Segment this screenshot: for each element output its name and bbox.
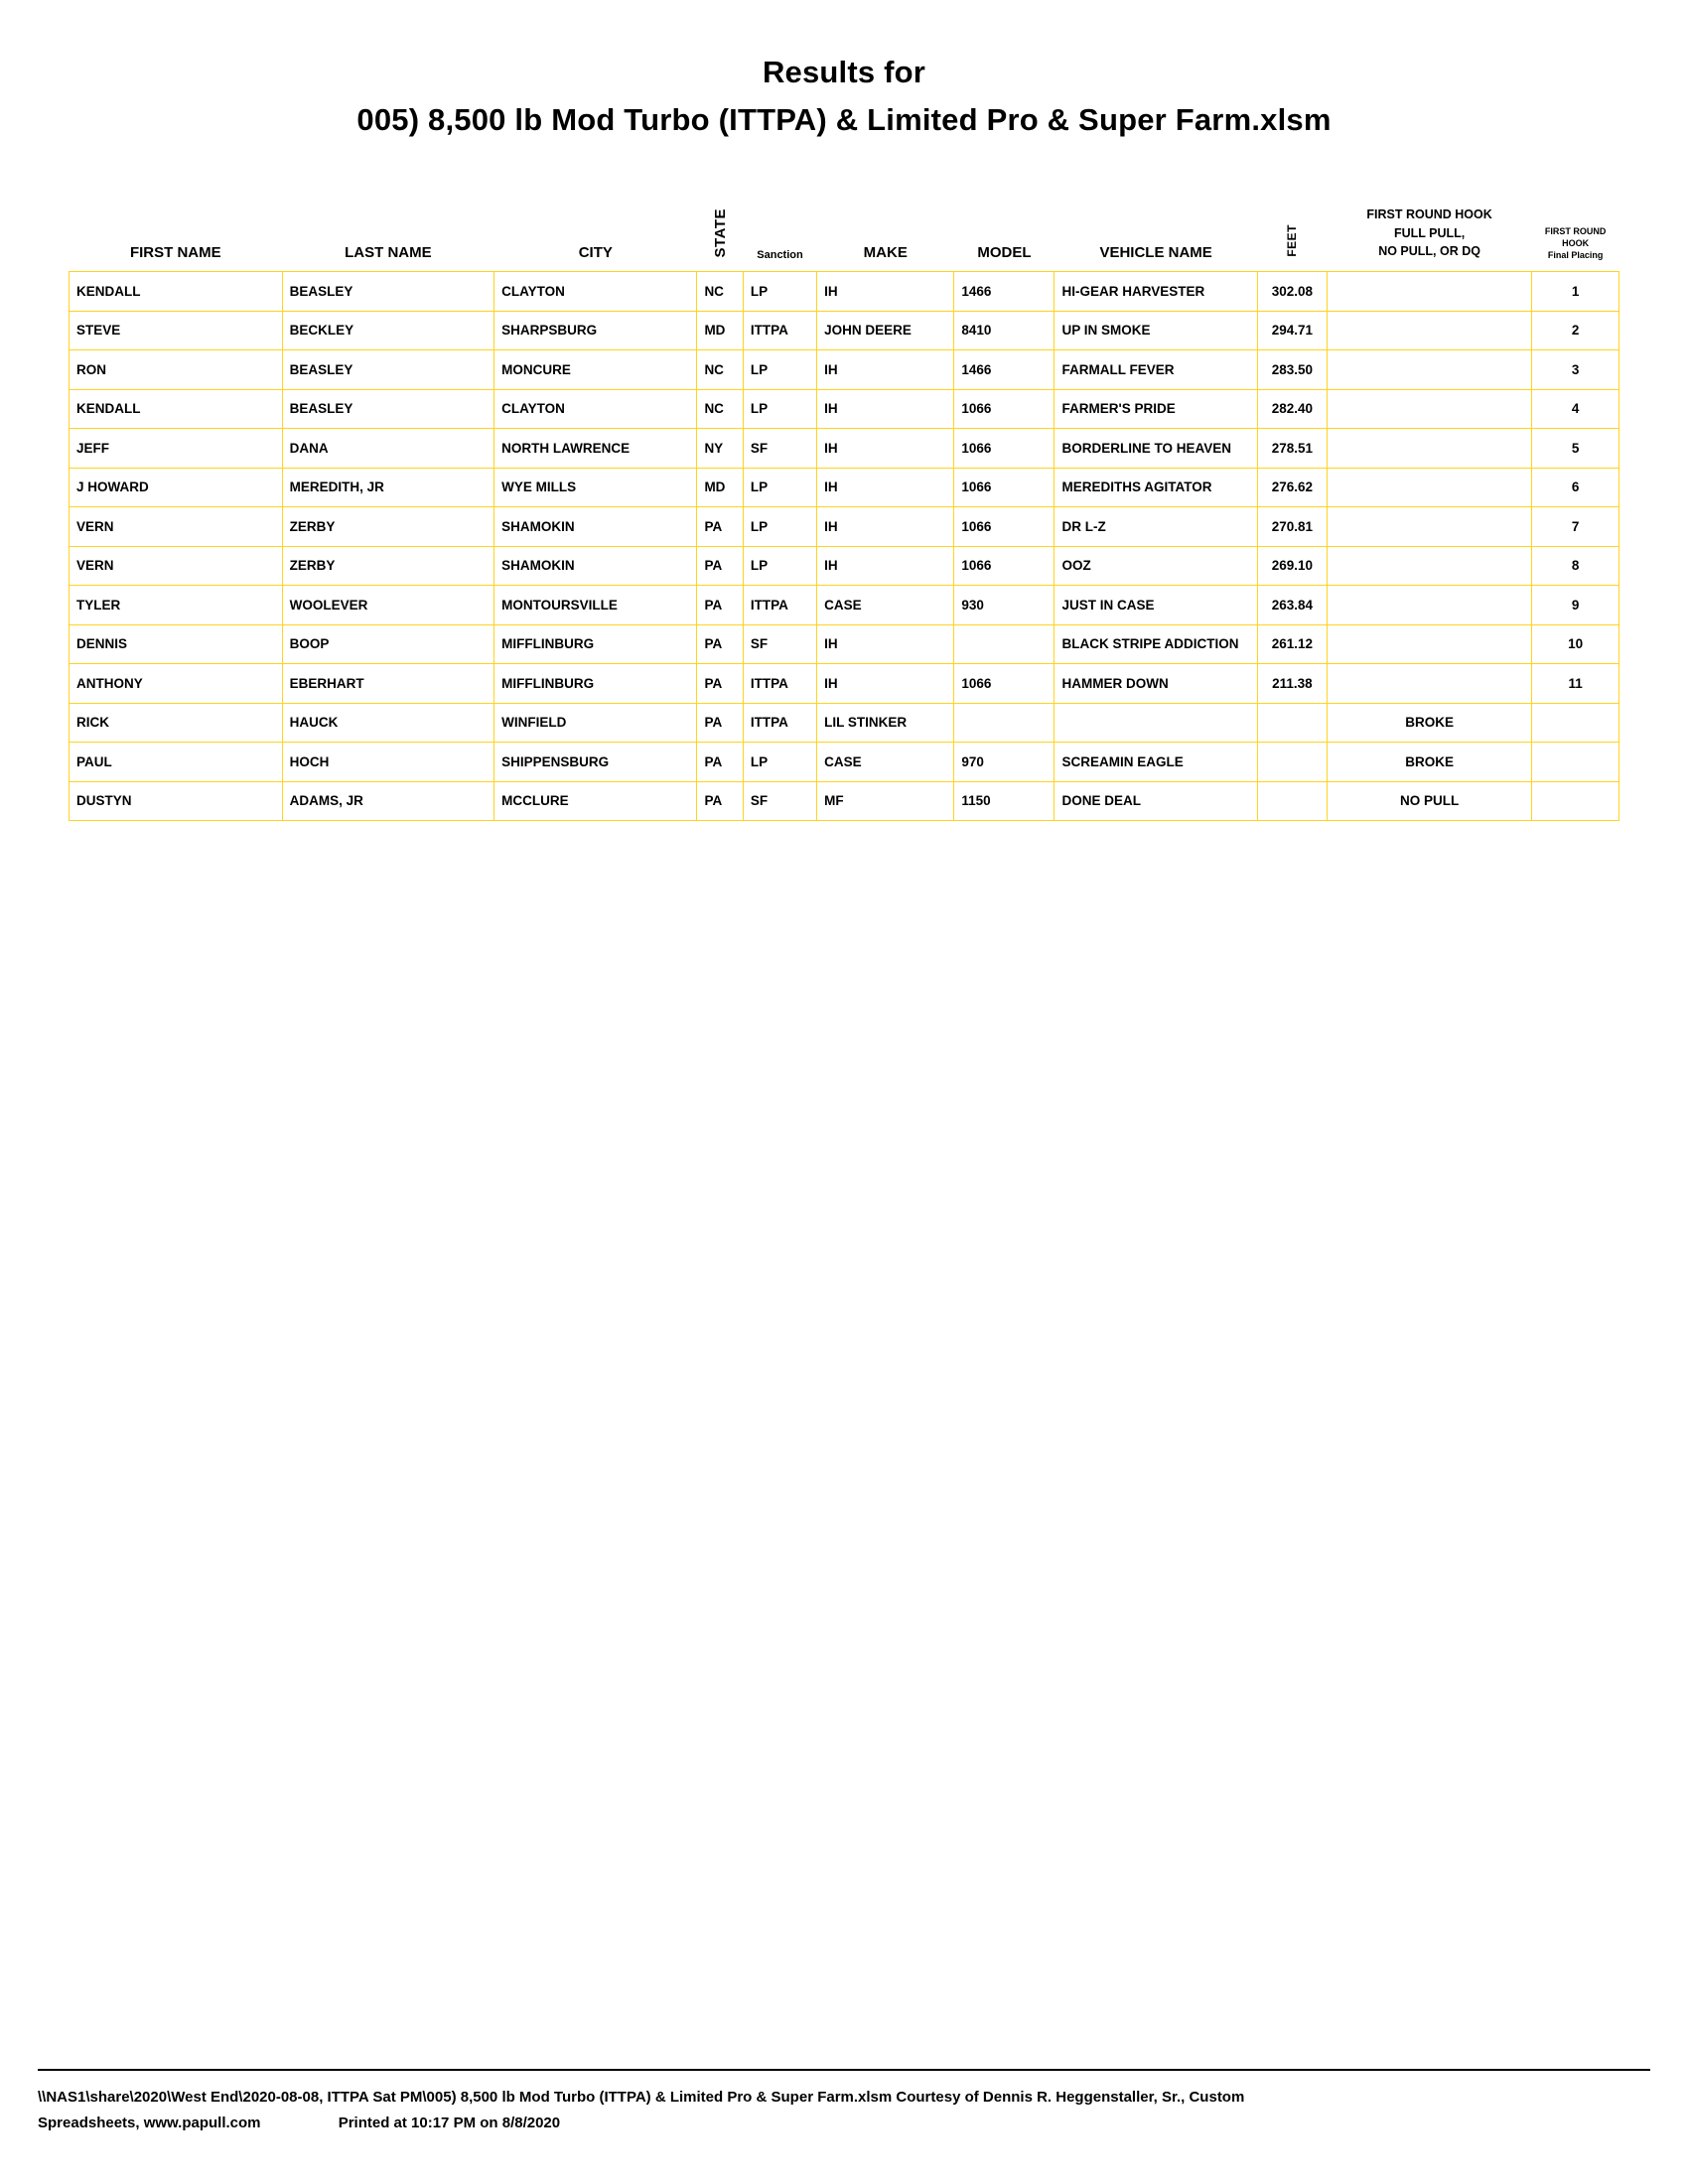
cell-first-name: KENDALL xyxy=(70,389,283,429)
cell-final-placing xyxy=(1532,703,1619,743)
cell-state: PA xyxy=(697,546,743,586)
cell-final-placing: 7 xyxy=(1532,507,1619,547)
header-model: MODEL xyxy=(977,244,1032,261)
cell-feet: 261.12 xyxy=(1257,624,1327,664)
cell-city: MCCLURE xyxy=(494,781,697,821)
cell-feet: 294.71 xyxy=(1257,311,1327,350)
cell-last-name: ADAMS, JR xyxy=(282,781,494,821)
cell-state: PA xyxy=(697,664,743,704)
cell-vehicle-name: BORDERLINE TO HEAVEN xyxy=(1055,429,1257,469)
footer-path: \\NAS1\share\2020\West End\2020-08-08, ITTPA Sat PM\005) 8,500 lb Mod Turbo (ITTPA) & Limited Pro & Super Farm.xlsm Courtesy of Dennis R. Heggenstaller, Sr., Custom xyxy=(38,2088,1245,2106)
cell-vehicle-name: MEREDITHS AGITATOR xyxy=(1055,468,1257,507)
cell-first-round-hook xyxy=(1327,468,1531,507)
cell-state: NC xyxy=(697,389,743,429)
cell-sanction: ITTPA xyxy=(743,703,816,743)
cell-first-round-hook xyxy=(1327,272,1531,312)
cell-city: WINFIELD xyxy=(494,703,697,743)
page-footer xyxy=(38,2069,1650,2137)
cell-first-name: RICK xyxy=(70,703,283,743)
header-make: MAKE xyxy=(863,244,908,261)
cell-first-name: TYLER xyxy=(70,586,283,625)
cell-make: LIL STINKER xyxy=(817,703,954,743)
cell-sanction: LP xyxy=(743,507,816,547)
cell-vehicle-name: HAMMER DOWN xyxy=(1055,664,1257,704)
table-row xyxy=(70,743,1619,782)
header-hook-line-3: NO PULL, OR DQ xyxy=(1378,244,1480,259)
cell-model: 1066 xyxy=(954,664,1055,704)
cell-state: PA xyxy=(697,624,743,664)
table-body xyxy=(70,272,1619,821)
cell-make: IH xyxy=(817,468,954,507)
cell-state: MD xyxy=(697,311,743,350)
cell-feet xyxy=(1257,703,1327,743)
cell-city: SHARPSBURG xyxy=(494,311,697,350)
cell-first-round-hook: BROKE xyxy=(1327,743,1531,782)
cell-first-name: JEFF xyxy=(70,429,283,469)
cell-state: PA xyxy=(697,743,743,782)
cell-city: SHAMOKIN xyxy=(494,546,697,586)
footer-website: Spreadsheets, www.papull.com xyxy=(38,2114,261,2131)
cell-last-name: BEASLEY xyxy=(282,389,494,429)
cell-vehicle-name: JUST IN CASE xyxy=(1055,586,1257,625)
header-vehicle-name: VEHICLE NAME xyxy=(1099,244,1212,261)
cell-first-round-hook: BROKE xyxy=(1327,703,1531,743)
cell-last-name: ZERBY xyxy=(282,507,494,547)
cell-first-round-hook xyxy=(1327,624,1531,664)
cell-model xyxy=(954,624,1055,664)
cell-last-name: BECKLEY xyxy=(282,311,494,350)
cell-state: PA xyxy=(697,586,743,625)
cell-final-placing: 4 xyxy=(1532,389,1619,429)
header-final-placing xyxy=(1532,180,1619,272)
cell-first-name: ANTHONY xyxy=(70,664,283,704)
cell-first-round-hook xyxy=(1327,546,1531,586)
header-feet xyxy=(1257,180,1327,272)
cell-feet: 269.10 xyxy=(1257,546,1327,586)
cell-first-round-hook xyxy=(1327,429,1531,469)
cell-model: 930 xyxy=(954,586,1055,625)
cell-last-name: HOCH xyxy=(282,743,494,782)
cell-last-name: MEREDITH, JR xyxy=(282,468,494,507)
cell-state: NC xyxy=(697,272,743,312)
cell-make: IH xyxy=(817,624,954,664)
cell-vehicle-name xyxy=(1055,703,1257,743)
cell-feet: 302.08 xyxy=(1257,272,1327,312)
table-row xyxy=(70,781,1619,821)
cell-make: IH xyxy=(817,507,954,547)
cell-sanction: LP xyxy=(743,743,816,782)
cell-city: NORTH LAWRENCE xyxy=(494,429,697,469)
cell-vehicle-name: UP IN SMOKE xyxy=(1055,311,1257,350)
cell-first-round-hook: NO PULL xyxy=(1327,781,1531,821)
cell-last-name: BEASLEY xyxy=(282,272,494,312)
title-line-1: Results for xyxy=(762,55,926,89)
cell-feet: 276.62 xyxy=(1257,468,1327,507)
cell-state: MD xyxy=(697,468,743,507)
cell-make: IH xyxy=(817,350,954,390)
cell-final-placing: 3 xyxy=(1532,350,1619,390)
cell-make: IH xyxy=(817,389,954,429)
cell-final-placing xyxy=(1532,781,1619,821)
cell-model: 1150 xyxy=(954,781,1055,821)
footer-printed: Printed at 10:17 PM on 8/8/2020 xyxy=(338,2114,561,2131)
cell-final-placing: 5 xyxy=(1532,429,1619,469)
cell-first-round-hook xyxy=(1327,664,1531,704)
cell-model: 8410 xyxy=(954,311,1055,350)
cell-make: IH xyxy=(817,272,954,312)
table-row xyxy=(70,586,1619,625)
cell-city: SHAMOKIN xyxy=(494,507,697,547)
cell-model: 1066 xyxy=(954,507,1055,547)
cell-first-round-hook xyxy=(1327,389,1531,429)
cell-sanction: ITTPA xyxy=(743,311,816,350)
results-table xyxy=(69,180,1619,821)
cell-make: CASE xyxy=(817,586,954,625)
cell-feet xyxy=(1257,781,1327,821)
cell-model: 1066 xyxy=(954,468,1055,507)
cell-first-name: PAUL xyxy=(70,743,283,782)
cell-make: IH xyxy=(817,664,954,704)
cell-model: 970 xyxy=(954,743,1055,782)
header-first-name: FIRST NAME xyxy=(129,244,221,261)
header-hook-line-2: FULL PULL, xyxy=(1393,225,1466,240)
cell-city: MIFFLINBURG xyxy=(494,624,697,664)
cell-feet: 283.50 xyxy=(1257,350,1327,390)
cell-feet: 270.81 xyxy=(1257,507,1327,547)
cell-model: 1466 xyxy=(954,272,1055,312)
cell-city: MONCURE xyxy=(494,350,697,390)
cell-feet: 263.84 xyxy=(1257,586,1327,625)
cell-model xyxy=(954,703,1055,743)
cell-last-name: ZERBY xyxy=(282,546,494,586)
cell-sanction: SF xyxy=(743,781,816,821)
cell-feet xyxy=(1257,743,1327,782)
table-row xyxy=(70,703,1619,743)
cell-sanction: LP xyxy=(743,468,816,507)
table-row xyxy=(70,468,1619,507)
cell-state: PA xyxy=(697,781,743,821)
cell-last-name: EBERHART xyxy=(282,664,494,704)
table-row xyxy=(70,311,1619,350)
cell-first-round-hook xyxy=(1327,311,1531,350)
cell-first-round-hook xyxy=(1327,507,1531,547)
cell-sanction: LP xyxy=(743,272,816,312)
cell-final-placing: 10 xyxy=(1532,624,1619,664)
header-city: CITY xyxy=(578,244,613,261)
cell-model: 1466 xyxy=(954,350,1055,390)
header-state xyxy=(697,180,743,272)
cell-last-name: BOOP xyxy=(282,624,494,664)
header-placing-line-3: Final Placing xyxy=(1547,249,1604,260)
cell-vehicle-name: OOZ xyxy=(1055,546,1257,586)
cell-model: 1066 xyxy=(954,389,1055,429)
cell-state: PA xyxy=(697,703,743,743)
header-sanction: Sanction xyxy=(757,249,803,261)
cell-state: NY xyxy=(697,429,743,469)
cell-sanction: LP xyxy=(743,350,816,390)
cell-final-placing: 2 xyxy=(1532,311,1619,350)
header-state-label: STATE xyxy=(711,207,729,257)
table-row xyxy=(70,272,1619,312)
cell-make: CASE xyxy=(817,743,954,782)
cell-vehicle-name: DONE DEAL xyxy=(1055,781,1257,821)
cell-final-placing: 11 xyxy=(1532,664,1619,704)
table-row xyxy=(70,664,1619,704)
title-line-2: 005) 8,500 lb Mod Turbo (ITTPA) & Limited Pro & Super Farm.xlsm xyxy=(356,102,1332,137)
cell-final-placing xyxy=(1532,743,1619,782)
cell-make: IH xyxy=(817,546,954,586)
table-row xyxy=(70,624,1619,664)
cell-first-name: STEVE xyxy=(70,311,283,350)
cell-state: NC xyxy=(697,350,743,390)
cell-vehicle-name: DR L-Z xyxy=(1055,507,1257,547)
cell-final-placing: 8 xyxy=(1532,546,1619,586)
header-first-round-hook xyxy=(1327,180,1531,272)
header-hook-line-1: FIRST ROUND HOOK xyxy=(1366,206,1492,221)
footer-second-line xyxy=(38,2111,1650,2136)
cell-final-placing: 1 xyxy=(1532,272,1619,312)
cell-last-name: HAUCK xyxy=(282,703,494,743)
cell-last-name: DANA xyxy=(282,429,494,469)
table-row xyxy=(70,507,1619,547)
cell-make: JOHN DEERE xyxy=(817,311,954,350)
cell-vehicle-name: FARMALL FEVER xyxy=(1055,350,1257,390)
cell-first-round-hook xyxy=(1327,586,1531,625)
cell-state: PA xyxy=(697,507,743,547)
cell-first-name: DENNIS xyxy=(70,624,283,664)
table-row xyxy=(70,546,1619,586)
table-row xyxy=(70,389,1619,429)
header-placing-line-1: FIRST ROUND xyxy=(1544,225,1607,236)
cell-make: IH xyxy=(817,429,954,469)
cell-city: MIFFLINBURG xyxy=(494,664,697,704)
cell-vehicle-name: HI-GEAR HARVESTER xyxy=(1055,272,1257,312)
cell-first-round-hook xyxy=(1327,350,1531,390)
cell-first-name: RON xyxy=(70,350,283,390)
cell-model: 1066 xyxy=(954,546,1055,586)
cell-city: CLAYTON xyxy=(494,272,697,312)
page-title xyxy=(60,55,1628,138)
table-row xyxy=(70,429,1619,469)
cell-vehicle-name: SCREAMIN EAGLE xyxy=(1055,743,1257,782)
header-last-name: LAST NAME xyxy=(345,244,432,261)
cell-final-placing: 9 xyxy=(1532,586,1619,625)
cell-sanction: ITTPA xyxy=(743,586,816,625)
cell-city: SHIPPENSBURG xyxy=(494,743,697,782)
cell-first-name: VERN xyxy=(70,507,283,547)
cell-last-name: BEASLEY xyxy=(282,350,494,390)
cell-model: 1066 xyxy=(954,429,1055,469)
cell-sanction: SF xyxy=(743,624,816,664)
cell-city: WYE MILLS xyxy=(494,468,697,507)
cell-first-name: J HOWARD xyxy=(70,468,283,507)
table-row xyxy=(70,350,1619,390)
cell-first-name: VERN xyxy=(70,546,283,586)
cell-vehicle-name: FARMER'S PRIDE xyxy=(1055,389,1257,429)
cell-city: CLAYTON xyxy=(494,389,697,429)
cell-feet: 211.38 xyxy=(1257,664,1327,704)
cell-sanction: ITTPA xyxy=(743,664,816,704)
cell-sanction: LP xyxy=(743,546,816,586)
cell-sanction: LP xyxy=(743,389,816,429)
cell-sanction: SF xyxy=(743,429,816,469)
header-feet-label: FEET xyxy=(1285,224,1300,257)
cell-feet: 278.51 xyxy=(1257,429,1327,469)
cell-last-name: WOOLEVER xyxy=(282,586,494,625)
cell-first-name: KENDALL xyxy=(70,272,283,312)
cell-first-name: DUSTYN xyxy=(70,781,283,821)
header-placing-line-2: HOOK xyxy=(1562,237,1590,248)
cell-city: MONTOURSVILLE xyxy=(494,586,697,625)
cell-feet: 282.40 xyxy=(1257,389,1327,429)
table-header-row xyxy=(70,180,1619,272)
cell-make: MF xyxy=(817,781,954,821)
cell-vehicle-name: BLACK STRIPE ADDICTION xyxy=(1055,624,1257,664)
cell-final-placing: 6 xyxy=(1532,468,1619,507)
